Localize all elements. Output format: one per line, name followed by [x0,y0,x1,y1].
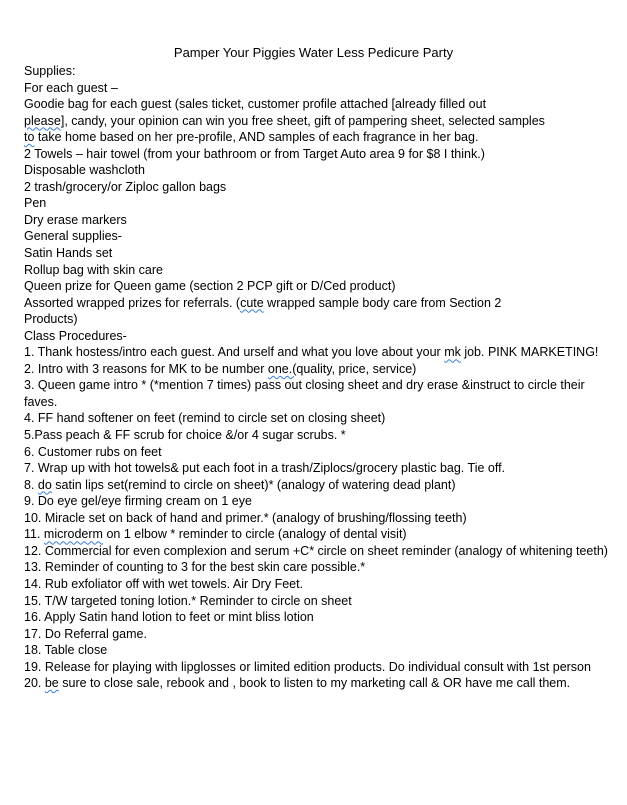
text-line [24,96,619,113]
text-line [24,427,619,444]
text-segment: Class Procedures- [24,328,127,343]
text-line [24,80,619,97]
text-segment: sure to close sale, rebook and , book to listen to my marketing call & OR have me call them. [58,676,571,691]
text-line [24,63,619,80]
text-line [24,212,619,229]
text-line [24,195,619,212]
text-line [24,526,619,543]
text-segment: Dry erase markers [24,212,127,227]
text-segment: 13. Reminder of counting to 3 for the best skin care possible.* [24,560,366,575]
text-segment: 2 trash/grocery/or Ziploc gallon bags [24,179,227,194]
text-segment: job. PINK MARKETING! [460,345,599,360]
text-line [24,559,619,576]
text-segment: Rollup bag with skin care [24,262,163,277]
text-line [24,262,619,279]
text-line [24,642,619,659]
text-line [24,543,619,560]
text-segment: 18. Table close [24,643,108,658]
text-line [24,361,619,378]
document-body [24,63,619,692]
text-line [24,129,619,146]
text-segment: 3. Queen game intro * (*mention 7 times) pass out closing sheet and dry erase &instruct to circle their [24,378,585,393]
text-segment: 19. Release for playing with lipglosses or limited edition products. Do individual consult with 1st person [24,659,591,674]
text-segment: For each guest – [24,80,118,95]
text-line [24,146,619,163]
spellcheck-flagged-word: one.( [267,361,297,376]
text-line [24,328,619,345]
text-line [24,493,619,510]
spellcheck-flagged-word: please [24,113,61,128]
text-segment: 10. Miracle set on back of hand and primer.* (analogy of brushing/flossing teeth) [24,510,467,525]
text-line [24,245,619,262]
text-segment: 11. [24,527,44,542]
text-segment: Goodie bag for each guest (sales ticket, customer profile attached [already filled out [24,97,487,112]
text-segment: 1. Thank hostess/intro each guest. And urself and what you love about your [24,345,445,360]
text-segment: Satin Hands set [24,246,113,261]
text-segment: General supplies- [24,229,122,244]
text-segment: Disposable washcloth [24,163,145,178]
text-segment: Supplies: [24,64,76,78]
text-segment: ], candy, your opinion can win you free sheet, gift of pampering sheet, selected samples [60,113,545,128]
text-segment: 2. Intro with 3 reasons for MK to be number [24,361,268,376]
text-segment: 6. Customer rubs on feet [24,444,162,459]
text-line [24,113,619,130]
text-segment: 4. FF hand softener on feet (remind to circle set on closing sheet) [24,411,386,426]
spellcheck-flagged-word: cute [240,295,264,310]
text-segment: faves. [24,394,58,409]
text-segment: 7. Wrap up with hot towels& put each foot in a trash/Ziplocs/grocery plastic bag. Tie off. [24,461,506,476]
text-line [24,311,619,328]
text-line [24,295,619,312]
text-segment: Assorted wrapped prizes for referrals. ( [24,295,241,310]
text-segment: wrapped sample body care from Section 2 [263,295,502,310]
text-line [24,626,619,643]
document-title: Pamper Your Piggies Water Less Pedicure Party [173,45,454,60]
text-segment: 5.Pass peach & FF scrub for choice &/or 4 sugar scrubs. * [24,428,346,443]
text-line [24,228,619,245]
text-segment: 12. Commercial for even complexion and serum +C* circle on sheet reminder (analogy of whitening teeth) [24,543,608,558]
text-line [24,510,619,527]
text-line [24,477,619,494]
text-line [24,444,619,461]
text-segment: Queen prize for Queen game (section 2 PCP gift or D/Ced product) [24,279,396,294]
text-segment: 16. Apply Satin hand lotion to feet or mint bliss lotion [24,610,314,625]
spellcheck-flagged-word: do [37,477,52,492]
text-line [24,593,619,610]
text-line [24,394,619,411]
text-line [24,377,619,394]
text-line [24,278,619,295]
text-segment: 20. [24,676,45,691]
text-segment: on 1 elbow * reminder to circle (analogy of dental visit) [102,527,407,542]
text-segment: 8. [24,477,38,492]
spellcheck-flagged-word: to [24,130,35,145]
text-segment: 17. Do Referral game. [24,626,147,641]
text-segment: quality, price, service) [296,361,417,376]
text-line [24,609,619,626]
text-segment: 9. Do eye gel/eye firming cream on 1 eye [24,494,252,509]
text-segment: 2 Towels – hair towel (from your bathroom or from Target Auto area 9 for $8 I think.) [24,146,485,161]
text-line [24,659,619,676]
spellcheck-flagged-word: be [44,676,59,691]
text-segment: Products) [24,312,78,327]
spellcheck-flagged-word: microderm [43,527,103,542]
spellcheck-flagged-word: mk [444,345,461,360]
text-segment: take home based on her pre-profile, AND samples of each fragrance in her bag. [34,130,479,145]
text-segment: 15. T/W targeted toning lotion.* Reminder to circle on sheet [24,593,352,608]
text-line [24,162,619,179]
text-segment: satin lips set(remind to circle on sheet)* (analogy of watering dead plant) [51,477,456,492]
text-line [24,410,619,427]
text-line [24,675,619,692]
text-line [24,344,619,361]
text-line [24,179,619,196]
text-segment: Pen [24,196,47,211]
text-segment: 14. Rub exfoliator off with wet towels. Air Dry Feet. [24,576,304,591]
text-line [24,576,619,593]
text-line [24,460,619,477]
